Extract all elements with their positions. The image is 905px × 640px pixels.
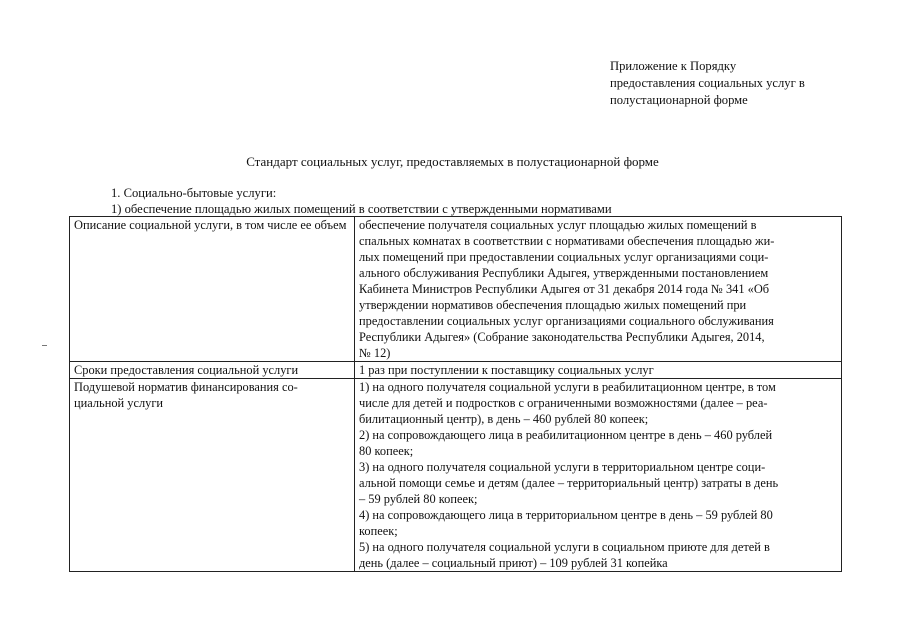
row-value-line: 80 копеек; — [359, 444, 414, 458]
row-label: Описание социальной услуги, в том числе ее объем — [70, 217, 355, 362]
row-value-line: Кабинета Министров Республики Адыгея от 31 декабря 2014 года № 341 «Об — [359, 282, 770, 296]
standard-table-body — [70, 217, 842, 572]
appendix-line: полустационарной форме — [610, 93, 748, 107]
row-value-line: 2) на сопровождающего лица в реабилитационном центре в день – 460 рублей — [359, 428, 773, 442]
row-value-line: числе для детей и подростков с ограниченными возможностями (далее – реа- — [359, 396, 768, 410]
row-value-line: день (далее – социальный приют) – 109 рублей 31 копейка — [359, 556, 668, 570]
subsection-heading: 1) обеспечение площадью жилых помещений в соответствии с утвержденными нормативами — [111, 202, 612, 216]
appendix-line: Приложение к Порядку — [610, 59, 737, 73]
table-row — [70, 362, 842, 379]
row-value-line: – 59 рублей 80 копеек; — [359, 492, 478, 506]
row-value-line: Республики Адыгея» (Собрание законодательства Республики Адыгея, 2014, — [359, 330, 765, 344]
row-value — [355, 362, 842, 379]
row-value-line: утверждении нормативов обеспечения площадью жилых помещений при — [359, 298, 747, 312]
row-value-line: 3) на одного получателя социальной услуги в территориальном центре соци- — [359, 460, 766, 474]
scan-mark — [42, 345, 47, 346]
table-row — [70, 379, 842, 572]
row-value-line: билитационный центр), в день – 460 рублей 80 копеек; — [359, 412, 649, 426]
row-value-line: копеек; — [359, 524, 398, 538]
standard-table — [69, 216, 842, 572]
appendix-line: предоставления социальных услуг в — [610, 76, 805, 90]
row-value — [355, 379, 842, 572]
row-value-line: спальных комнатах в соответствии с нормативами обеспечения площадью жи- — [359, 234, 775, 248]
row-value-line: альной помощи семье и детям (далее – территориальный центр) затраты в день — [359, 476, 779, 490]
row-value-line: ального обслуживания Республики Адыгея, утвержденными постановлением — [359, 266, 769, 280]
row-value-line: 4) на сопровождающего лица в территориальном центре в день – 59 рублей 80 — [359, 508, 773, 522]
section-heading: 1. Социально-бытовые услуги: — [111, 186, 277, 200]
row-label: Сроки предоставления социальной услуги — [70, 362, 355, 379]
row-value-line: 1) на одного получателя социальной услуги в реабилитационном центре, в том — [359, 380, 776, 394]
row-value-line: предоставлении социальных услуг организациями социального обслуживания — [359, 314, 774, 328]
row-value-line: 1 раз при поступлении к поставщику социальных услуг — [359, 363, 654, 377]
row-value — [355, 217, 842, 362]
appendix-note — [610, 58, 870, 109]
row-value-line: обеспечение получателя социальных услуг площадью жилых помещений в — [359, 218, 757, 232]
document-title: Стандарт социальных услуг, предоставляемых в полустационарной форме — [246, 154, 659, 169]
row-value-line: 5) на одного получателя социальной услуги в социальном приюте для детей в — [359, 540, 770, 554]
table-row — [70, 217, 842, 362]
row-value-line: лых помещений при предоставлении социальных услуг организациями соци- — [359, 250, 769, 264]
row-label: Подушевой норматив финансирования со- циальной услуги — [70, 379, 355, 572]
row-value-line: № 12) — [359, 346, 391, 360]
